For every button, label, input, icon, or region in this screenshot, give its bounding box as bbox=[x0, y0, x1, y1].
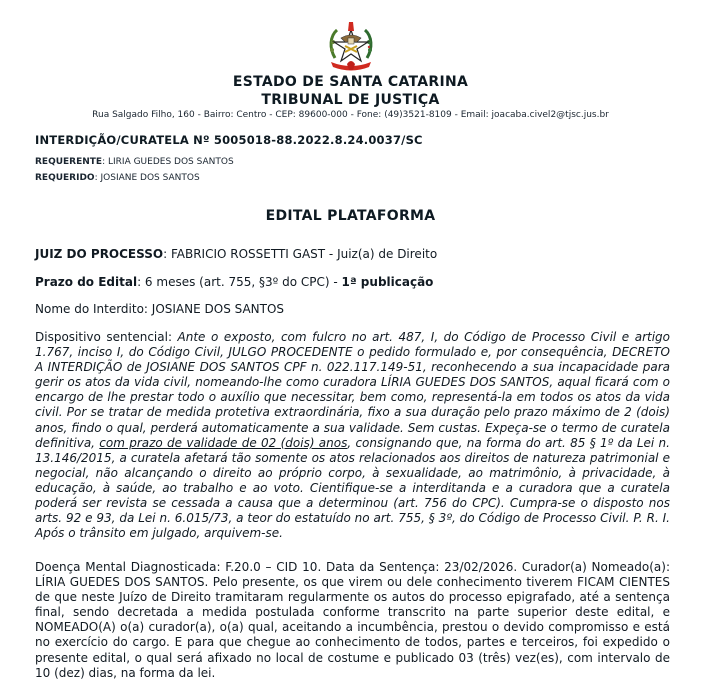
judge-line bbox=[35, 247, 437, 261]
requerente-line bbox=[35, 157, 234, 167]
requerido-value: : JOSIANE DOS SANTOS bbox=[94, 173, 200, 183]
dispositivo-sentencial bbox=[35, 330, 670, 541]
edital-title: EDITAL PLATAFORMA bbox=[265, 208, 436, 224]
prazo-label: Prazo do Edital bbox=[35, 275, 138, 289]
dispositivo-text-1: Ante o exposto, com fulcro no art. 487, I, do Código de Processo Civil e artigo 1.767, inciso I, do Código Civil, JULGO PROCEDENTE o pedido formulado e, por consequência, DECRETO A INTERDIÇÃO de JOSIANE DOS SANTOS CPF n. 022.117.149-51, reconhecendo a sua incapacidade para gerir os atos da vida civil, nomeando-lhe como curadora LÍRIA GUEDES DOS SANTOS, aqual ficará com o encargo de lhe prestar todo o auxílio que necessitar, bem como, representá-la em todos os atos da vida civil. Por se tratar de medida protetiva extraordinária, fixo a sua duração pelo prazo máximo de 2 (dois) anos, findo o qual, perderá automaticamente a sua validade. Sem custas. Expeça-se o termo de curatela definitiva, bbox=[35, 330, 670, 450]
dispositivo-validity-underlined: com prazo de validade de 02 (dois) anos bbox=[99, 435, 348, 450]
publicacao-label: 1ª publicação bbox=[341, 275, 434, 289]
requerido-label: REQUERIDO bbox=[35, 173, 95, 183]
state-title: ESTADO DE SANTA CATARINA bbox=[232, 74, 469, 90]
court-address: Rua Salgado Filho, 160 - Bairro: Centro - CEP: 89600-000 - Fone: (49)3521-8109 - Email: joacaba.civel2@tjsc.jus.br bbox=[92, 110, 609, 120]
dispositivo-label: Dispositivo sentencial: bbox=[35, 330, 178, 344]
santa-catarina-coat-of-arms-icon bbox=[327, 18, 375, 72]
requerente-label: REQUERENTE bbox=[35, 157, 103, 167]
prazo-line bbox=[35, 275, 433, 289]
judge-value: : FABRICIO ROSSETTI GAST - Juiz(a) de Direito bbox=[163, 247, 438, 261]
judge-label: JUIZ DO PROCESSO bbox=[35, 247, 164, 261]
dispositivo-text-2: , consignando que, na forma do art. 85 § 1º da Lei n. 13.146/2015, a curatela afetará tão somente os atos relacionados aos direitos de natureza patrimonial e negocial, não alcançando o direito ao próprio corpo, à sexualidade, ao matrimônio, à privacidade, à educação, à saúde, ao trabalho e ao voto. Cientifique-se a interditanda e a curadora que a curatela poderá ser revista se cessada a causa que a determinou (art. 756 do CPC). Cumpra-se o disposto nos arts. 92 e 93, da Lei n. 6.015/73, a teor do estatuído no art. 755, § 3º, do Código de Processo Civil. P. R. I. Após o trânsito em julgado, arquivem-se. bbox=[35, 435, 670, 541]
doenca-paragraph: Doença Mental Diagnosticada: F.20.0 – CID 10. Data da Sentença: 23/02/2026. Curador(a) Nomeado(a): LÍRIA GUEDES DOS SANTOS. Pelo presente, os que virem ou dele conhecimento tiverem FICAM CIENTES de que neste Juízo de Direito tramitaram regularmente os autos do processo epigrafado, até a sentença final, sendo decretada a medida postulada conforme transcrito na parte superior deste edital, e NOMEADO(A) o(a) curador(a), o(a) qual, aceitando a incumbência, prestou o devido compromisso e está no exercício do cargo. E para que chegue ao conhecimento de todos, partes e terceiros, foi expedido o presente edital, o qual será afixado no local de costume e publicado 03 (três) vez(es), com intervalo de 10 (dez) dias, na forma da lei. bbox=[35, 560, 670, 680]
requerido-line bbox=[35, 173, 200, 183]
interdito-line: Nome do Interdito: JOSIANE DOS SANTOS bbox=[35, 302, 285, 316]
prazo-value: : 6 meses (art. 755, §3º do CPC) - bbox=[137, 275, 342, 289]
requerente-value: : LIRIA GUEDES DOS SANTOS bbox=[102, 157, 234, 167]
court-title: TRIBUNAL DE JUSTIÇA bbox=[261, 92, 440, 108]
process-number: INTERDIÇÃO/CURATELA Nº 5005018-88.2022.8.24.0037/SC bbox=[35, 133, 423, 147]
